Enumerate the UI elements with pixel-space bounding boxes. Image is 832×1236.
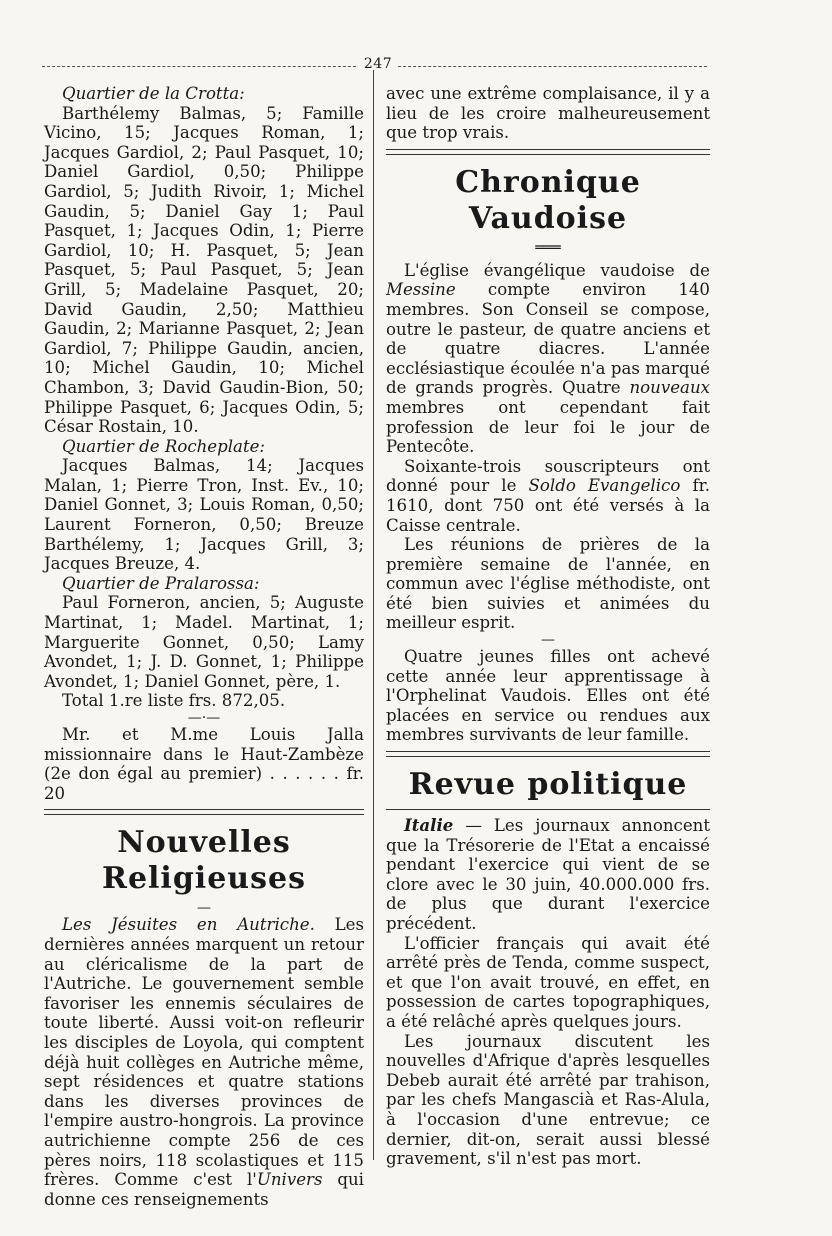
section-rule-right-2 xyxy=(386,751,710,757)
revue-politique-title: Revue politique xyxy=(408,767,688,803)
souscripteurs-paragraph xyxy=(386,457,710,535)
dash-ornament: —·— xyxy=(187,710,221,726)
quartier-crotta-heading: Quartier de la Crotta: xyxy=(62,84,245,103)
title-ornament: — xyxy=(197,900,211,917)
chronique-vaudoise-title: Chronique Vaudoise xyxy=(455,164,641,236)
souscripteurs-text-b: fr. 1610, dont 750 ont été versés à la Caisse centrale. xyxy=(386,476,710,535)
quartier-pralarossa-heading: Quartier de Pralarossa: xyxy=(62,573,260,593)
jesuites-text: Les dernières années marquent un retour au cléricalisme de la part de l'Autriche. Le gouvernement semble favoriser les ennemis séculaires de toute liberté. Aussi voit-on refleurir les disciples de Loyola, qui comptent déjà huit collèges en Autriche même, sept résidences et quatre stations dans les diverses provinces de l'empire austro-hongrois. La province autrichienne compte 256 de ces pères noirs, 118 scolastiques et 115 frères. Comme c'est l' xyxy=(44,915,365,1190)
left-column xyxy=(44,84,364,1209)
quartier-pralarossa-list: Paul Forneron, ancien, 5; Auguste Martinat, 1; Madel. Martinat, 1; Marguerite Gonnet, 0,50; Lamy Avondet, 1; J. D. Gonnet, 1; Philippe Avondet, 1; Daniel Gonnet, père, 1. xyxy=(44,593,364,691)
orphelinat-paragraph: Quatre jeunes filles ont achevé cette année leur apprentissage à l'Orphelinat Vaudois. Elles ont été placées en service ou rendues aux membres survivants de leur famille. xyxy=(386,647,710,745)
quartier-rocheplate-list: Jacques Balmas, 14; Jacques Malan, 1; Pierre Tron, Inst. Ev., 10; Daniel Gonnet, 3; Louis Roman, 0,50; Laurent Forneron, 0,50; Breuze Barthélemy, 1; Jacques Grill, 3; Jacques Breuze, 4. xyxy=(44,456,364,574)
quartier-crotta-list: Barthélemy Balmas, 5; Famille Vicino, 15; Jacques Roman, 1; Jacques Gardiol, 2; Paul Pasquet, 10; Daniel Gardiol, 0,50; Philippe Gardiol, 5; Judith Rivoir, 1; Michel Gaudin, 5; Daniel Gay 1; Paul Pasquet, 1; Jacques Odin, 1; Pierre Gardiol, 10; H. Pasquet, 5; Jean Pasquet, 5; Paul Pasquet, 5; Jean Grill, 5; Madelaine Pasquet, 20; David Gaudin, 2,50; Matthieu Gaudin, 2; Marianne Pasquet, 2; Jean Gardiol, 7; Philippe Gaudin, ancien, 10; Michel Gaudin, 10; Michel Chambon, 3; David Gaudin-Bion, 50; Philippe Pasquet, 6; Jacques Odin, 5; César Rostain, 10. xyxy=(44,103,364,437)
nouveaux-word: nouveaux xyxy=(629,378,710,398)
messine-text-c: membres ont cependant fait profession de leur foi le jour de Pentecôte. xyxy=(386,397,710,457)
souscripteurs-text-a: Soixante-trois souscripteurs ont donné pour le xyxy=(386,456,710,496)
nouvelles-religieuses-title: Nouvelles Religieuses xyxy=(102,825,306,897)
afrique-paragraph: Les journaux discutent les nouvelles d'Afrique d'après lesquelles Debeb aurait été arrêté par trahison, par les chefs Mangascià et Ras-Alula, à l'occasion d'une entrevue; ce dernier, dit-on, serait aussi blessé gravement, s'il n'est pas mort. xyxy=(386,1031,710,1169)
messine-paragraph xyxy=(386,261,710,457)
don-line: Mr. et M.me Louis Jalla missionnaire dans le Haut-Zambèze (2e don égal au premier) . . . . . . fr. 20 xyxy=(44,725,364,803)
column-divider xyxy=(373,70,374,1160)
italie-paragraph xyxy=(386,816,710,934)
soldo-evangelico: Soldo Evangelico xyxy=(528,476,681,496)
quartier-rocheplate-heading: Quartier de Rocheplate: xyxy=(62,436,266,456)
intro-continuation: avec une extrême complaisance, il y a lieu de les croire malheureusement que trop vrais. xyxy=(386,84,710,143)
page-number: 247 xyxy=(358,56,398,72)
officier-paragraph: L'officier français qui avait été arrêté près de Tenda, comme suspect, et que l'on avait trouvé, en effet, en possession de cartes topographiques, a été relâché après quelques jours. xyxy=(386,933,710,1031)
jesuites-paragraph xyxy=(44,915,364,1209)
messine-text-b: compte environ 140 membres. Son Conseil se compose, outre le pasteur, de quatre anciens et de quatre diacres. L'année ecclésiastique écoulée n'a pas marqué de grands progrès. Quatre xyxy=(386,280,710,398)
italie-label: Italie xyxy=(404,815,454,836)
right-column xyxy=(386,84,710,1169)
title-underline xyxy=(386,809,710,810)
dash-ornament-right: — xyxy=(541,632,555,649)
jesuites-heading: Les Jésuites en Autriche. xyxy=(62,915,315,935)
jesuites-end: qui donne ces renseignements xyxy=(44,1170,364,1209)
reunions-paragraph: Les réunions de prières de la première semaine de l'année, en commun avec l'église méthodiste, ont été bien suivies et animées du meilleur esprit. xyxy=(386,535,710,633)
total-line: Total 1.re liste frs. 872,05. xyxy=(62,691,286,711)
chronique-ornament: ═══ xyxy=(535,239,561,256)
section-rule-right xyxy=(386,149,710,155)
messine-word: Messine xyxy=(386,280,456,300)
italie-text: — Les journaux annoncent que la Trésorerie de l'Etat a encaissé pendant l'exercice qui vient de se clore avec le 30 juin, 40.000.000 frs. de plus que durant l'exercice précédent. xyxy=(386,816,710,933)
messine-text-a: L'église évangélique vaudoise de xyxy=(404,260,710,280)
univers-title: Univers xyxy=(256,1170,323,1190)
section-rule xyxy=(44,809,364,815)
